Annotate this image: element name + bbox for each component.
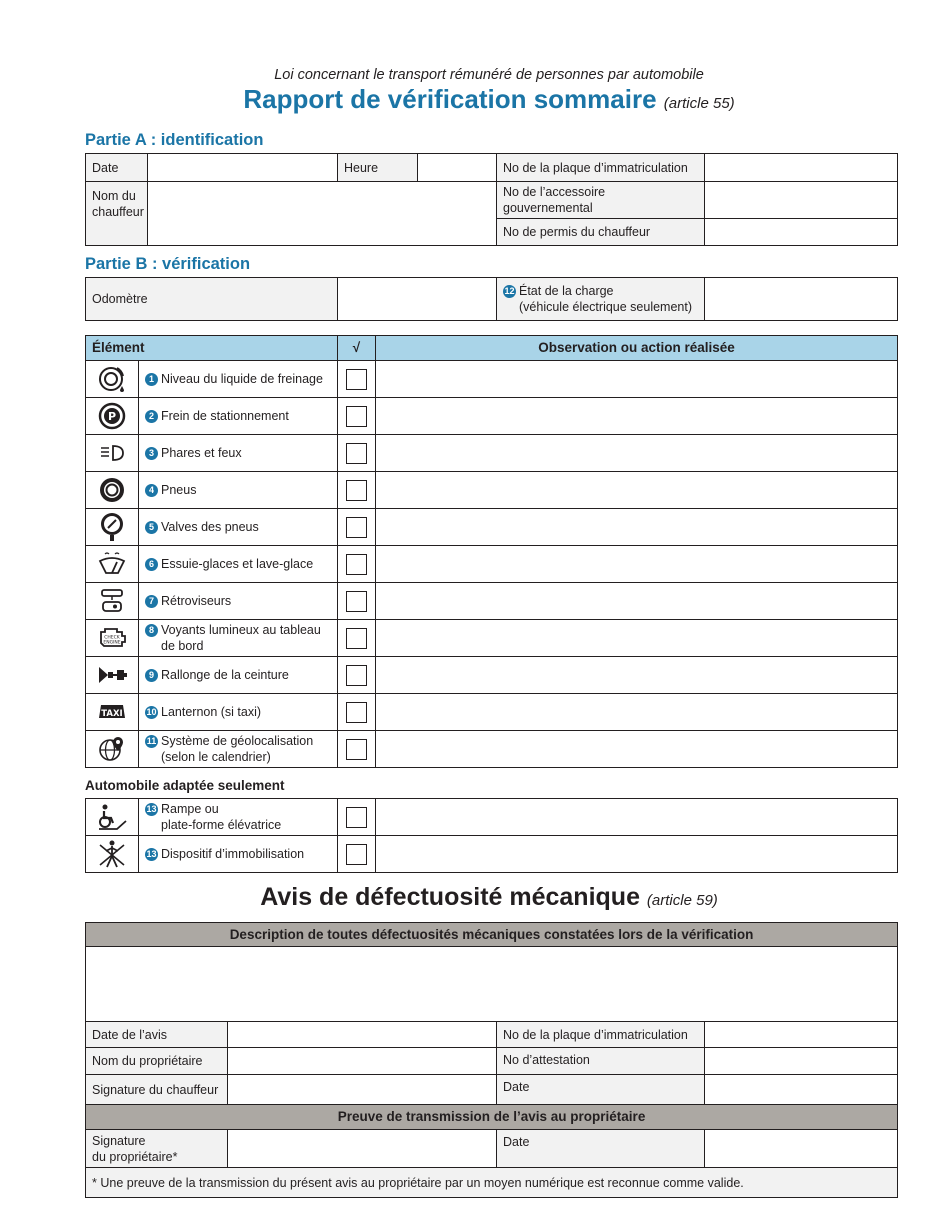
item-text: Frein de stationnement (161, 409, 289, 423)
item-checkbox[interactable] (346, 517, 367, 538)
geolocation-icon (86, 731, 139, 768)
signature-proprietaire-line1: Signature (92, 1133, 146, 1148)
item-number-badge: 2 (145, 410, 158, 423)
item-checkbox-cell (338, 509, 376, 546)
item-text-line2: (selon le calendrier) (161, 750, 271, 764)
wheelchair-ramp-icon (86, 799, 139, 836)
item-text: Niveau du liquide de freinage (161, 372, 323, 386)
item-label (139, 435, 338, 472)
avis-plaque-label: No de la plaque d’immatriculation (497, 1022, 705, 1048)
signature-proprietaire-field[interactable] (228, 1130, 497, 1168)
headlight-icon (86, 435, 139, 472)
checklist-row (86, 583, 898, 620)
item-observation-field[interactable] (376, 657, 898, 694)
engine-text-1: CHECK (104, 635, 120, 641)
item-observation-field[interactable] (376, 836, 898, 873)
item-label (139, 657, 338, 694)
item-text: Système de géolocalisation (161, 734, 314, 748)
accessoire-field[interactable] (705, 182, 898, 219)
nom-proprietaire-label: Nom du propriétaire (86, 1048, 228, 1075)
date-avis-label: Date de l’avis (86, 1022, 228, 1048)
item-checkbox[interactable] (346, 443, 367, 464)
brake-fluid-icon (86, 361, 139, 398)
checklist-row (86, 620, 898, 657)
item-observation-field[interactable] (376, 509, 898, 546)
col-observation-header: Observation ou action réalisée (376, 336, 898, 361)
item-checkbox-cell (338, 694, 376, 731)
nom-chauffeur-field[interactable] (148, 182, 497, 246)
parking-brake-icon (86, 398, 139, 435)
item-label (139, 836, 338, 873)
odometre-field[interactable] (338, 278, 497, 321)
adapted-row (86, 836, 898, 873)
checklist-row (86, 398, 898, 435)
checklist-row (86, 435, 898, 472)
checklist-row (86, 694, 898, 731)
item-checkbox[interactable] (346, 739, 367, 760)
signature-proprietaire-label (86, 1130, 228, 1168)
accessoire-label: No de l’accessoire gouvernemental (497, 182, 705, 219)
item-text: Valves des pneus (161, 520, 259, 534)
item-checkbox-cell (338, 620, 376, 657)
item-checkbox-cell (338, 657, 376, 694)
item-checkbox-cell (338, 583, 376, 620)
item-checkbox[interactable] (346, 369, 367, 390)
signature-proprietaire-line2: du propriétaire* (92, 1149, 178, 1164)
item-label (139, 509, 338, 546)
nom-chauffeur-label-line1: Nom du (92, 189, 136, 203)
attestation-label: No d’attestation (497, 1048, 705, 1075)
item-observation-field[interactable] (376, 620, 898, 657)
item-label (139, 583, 338, 620)
item-checkbox[interactable] (346, 665, 367, 686)
item-text: Rallonge de la ceinture (161, 668, 289, 682)
item-observation-field[interactable] (376, 361, 898, 398)
nom-proprietaire-field[interactable] (228, 1048, 497, 1075)
windshield-wiper-icon (86, 546, 139, 583)
col-element-header: Élément (86, 336, 338, 361)
date-label: Date (86, 154, 148, 182)
avis-table (85, 922, 898, 1198)
item-label (139, 799, 338, 836)
item-checkbox[interactable] (346, 480, 367, 501)
signature-chauffeur-label: Signature du chauffeur (86, 1075, 228, 1105)
item-text: Lanternon (si taxi) (161, 705, 262, 719)
part-b-table (85, 277, 898, 321)
item-text: Dispositif d’immobilisation (161, 847, 305, 861)
permis-label: No de permis du chauffeur (497, 219, 705, 246)
item-checkbox-cell (338, 836, 376, 873)
attestation-field[interactable] (705, 1048, 898, 1075)
item-checkbox-cell (338, 435, 376, 472)
tire-icon (86, 472, 139, 509)
item-number-badge: 8 (145, 624, 158, 637)
item-checkbox[interactable] (346, 702, 367, 723)
checklist-row (86, 472, 898, 509)
checklist-table (85, 335, 898, 768)
item-checkbox[interactable] (346, 406, 367, 427)
avis-date-field[interactable] (705, 1075, 898, 1105)
item-number-badge: 13 (146, 849, 157, 859)
report-title-text: Rapport de vérification sommaire (243, 84, 657, 114)
date-avis-field[interactable] (228, 1022, 497, 1048)
charge-number-badge: 12 (504, 286, 515, 296)
avis-title-text: Avis de défectuosité mécanique (260, 883, 640, 911)
checklist-row (86, 731, 898, 768)
engine-text-2: ENGINE (103, 640, 121, 646)
item-text: Rétroviseurs (161, 594, 232, 608)
heure-field[interactable] (418, 154, 497, 182)
item-label (139, 361, 338, 398)
item-observation-field[interactable] (376, 546, 898, 583)
seatbelt-extender-icon (86, 657, 139, 694)
checklist-row (86, 546, 898, 583)
taxi-text: TAXI (101, 709, 123, 719)
description-field[interactable] (86, 947, 898, 1022)
signature-chauffeur-field[interactable] (228, 1075, 497, 1105)
item-checkbox[interactable] (346, 554, 367, 575)
item-number-badge: 10 (146, 707, 157, 717)
item-observation-field[interactable] (376, 583, 898, 620)
tire-gauge-icon (86, 509, 139, 546)
restraint-device-icon (86, 836, 139, 873)
part-b-title: Partie B : vérification (85, 255, 251, 273)
nom-chauffeur-label-line2: chauffeur (92, 205, 144, 219)
item-label (139, 731, 338, 768)
report-title (0, 84, 950, 115)
item-text: Pneus (161, 483, 197, 497)
checklist-row (86, 657, 898, 694)
plaque-field[interactable] (705, 154, 898, 182)
item-number-badge: 4 (145, 484, 158, 497)
preuve-date-field[interactable] (705, 1130, 898, 1168)
adapted-title: Automobile adaptée seulement (85, 778, 285, 793)
svg-text:P: P (107, 410, 117, 423)
item-number-badge: 1 (145, 373, 158, 386)
item-label (139, 694, 338, 731)
footnote: * Une preuve de la transmission du présent avis au propriétaire par un moyen numérique est reconnue comme valide. (86, 1168, 898, 1198)
plaque-label: No de la plaque d’immatriculation (497, 154, 705, 182)
preuve-header: Preuve de transmission de l’avis au propriétaire (86, 1105, 898, 1130)
item-label (139, 472, 338, 509)
item-number-badge: 11 (146, 736, 157, 746)
item-number-badge: 13 (146, 804, 157, 814)
item-observation-field[interactable] (376, 398, 898, 435)
item-text: Rampe ou (161, 802, 219, 816)
item-checkbox[interactable] (346, 628, 367, 649)
part-a-title: Partie A : identification (85, 131, 264, 149)
item-checkbox[interactable] (346, 591, 367, 612)
avis-title (0, 883, 950, 912)
item-text: Phares et feux (161, 446, 242, 460)
item-label (139, 546, 338, 583)
item-number-badge: 3 (145, 447, 158, 460)
check-engine-icon (86, 620, 139, 657)
item-observation-field[interactable] (376, 731, 898, 768)
item-checkbox-cell (338, 731, 376, 768)
item-observation-field[interactable] (376, 694, 898, 731)
taxi-sign-icon (86, 694, 139, 731)
part-a-table (85, 153, 898, 246)
item-number-badge: 5 (145, 521, 158, 534)
item-checkbox-cell (338, 361, 376, 398)
nom-chauffeur-label (86, 182, 148, 246)
description-header: Description de toutes défectuosités mécaniques constatées lors de la vérification (86, 923, 898, 947)
adapted-row (86, 799, 898, 836)
item-number-badge: 9 (145, 669, 158, 682)
item-text: Voyants lumineux au tableau (161, 623, 321, 637)
item-checkbox-cell (338, 546, 376, 583)
item-observation-field[interactable] (376, 435, 898, 472)
item-checkbox-cell (338, 472, 376, 509)
avis-date-label: Date (497, 1075, 705, 1105)
item-observation-field[interactable] (376, 799, 898, 836)
date-field[interactable] (148, 154, 338, 182)
item-text-line2: plate-forme élévatrice (161, 818, 282, 832)
heure-label: Heure (338, 154, 418, 182)
avis-plaque-field[interactable] (705, 1022, 898, 1048)
item-checkbox[interactable] (346, 844, 367, 865)
adapted-table (85, 798, 898, 873)
item-checkbox[interactable] (346, 807, 367, 828)
item-label (139, 398, 338, 435)
avis-article: (article 59) (646, 892, 718, 909)
charge-label (497, 278, 705, 321)
item-label (139, 620, 338, 657)
charge-label-line2: (véhicule électrique seulement) (519, 300, 693, 314)
item-number-badge: 7 (145, 595, 158, 608)
col-check-header: √ (338, 336, 376, 361)
odometre-label: Odomètre (86, 278, 338, 321)
item-checkbox-cell (338, 799, 376, 836)
checklist-row (86, 509, 898, 546)
item-checkbox-cell (338, 398, 376, 435)
checklist-row (86, 361, 898, 398)
law-title: Loi concernant le transport rémunéré de personnes par automobile (274, 67, 704, 83)
item-observation-field[interactable] (376, 472, 898, 509)
preuve-date-label: Date (497, 1130, 705, 1168)
permis-field[interactable] (705, 219, 898, 246)
item-number-badge: 6 (145, 558, 158, 571)
report-article: (article 55) (663, 95, 735, 112)
mirror-icon (86, 583, 139, 620)
item-text-line2: de bord (161, 639, 204, 653)
charge-label-line1: État de la charge (519, 284, 614, 298)
charge-field[interactable] (705, 278, 898, 321)
item-text: Essuie-glaces et lave-glace (161, 557, 314, 571)
